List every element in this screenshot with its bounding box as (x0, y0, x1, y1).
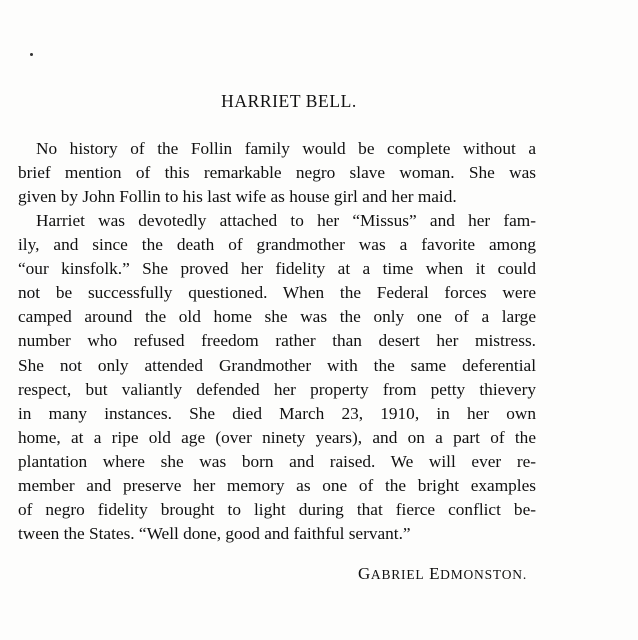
signature-initial: E (429, 564, 441, 583)
paragraph-line: Harriet was devotedly attached to her “Missus” and her fam- (36, 211, 536, 230)
paragraph-line: ily, and since the death of grandmother was a favorite among (18, 235, 536, 255)
author-signature (358, 563, 527, 586)
paragraph-line: not be successfully questioned. When the Federal forces were (18, 283, 536, 303)
paragraph-line: camped around the old home she was the only one of a large (18, 307, 536, 327)
signature-text: DMONSTON. (440, 567, 527, 582)
paragraph-1 (18, 137, 536, 209)
paragraph-line: in many instances. She died March 23, 1910, in her own (18, 403, 536, 423)
paragraph-line: She not only attended Grandmother with the same deferential (18, 355, 536, 375)
paragraph-2 (18, 209, 536, 546)
signature-initial: G (358, 564, 371, 583)
paragraph-line: member and preserve her memory as one of the bright examples (18, 476, 536, 496)
paragraph-line: No history of the Follin family would be complete without a (36, 139, 536, 158)
signature-text: ABRIEL (370, 567, 425, 582)
paragraph-line: respect, but valiantly defended her property from petty thievery (18, 379, 536, 399)
paragraph-line: tween the States. “Well done, good and faithful servant.” (18, 524, 411, 544)
paragraph-line: of negro fidelity brought to light during that fierce conflict be- (18, 500, 536, 520)
paragraph-line: “our kinsfolk.” She proved her fidelity at a time when it could (18, 259, 536, 279)
paragraph-line: brief mention of this remarkable negro slave woman. She was (18, 163, 536, 183)
paragraph-line: given by John Follin to his last wife as house girl and her maid. (18, 187, 457, 207)
page-title: HARRIET BELL. (221, 91, 357, 111)
scan-speck (30, 53, 33, 56)
paragraph-line: home, at a ripe old age (over ninety years), and on a part of the (18, 427, 536, 447)
paragraph-line: number who refused freedom rather than desert her mistress. (18, 331, 536, 351)
paragraph-line: plantation where she was born and raised. We will ever re- (18, 451, 536, 471)
